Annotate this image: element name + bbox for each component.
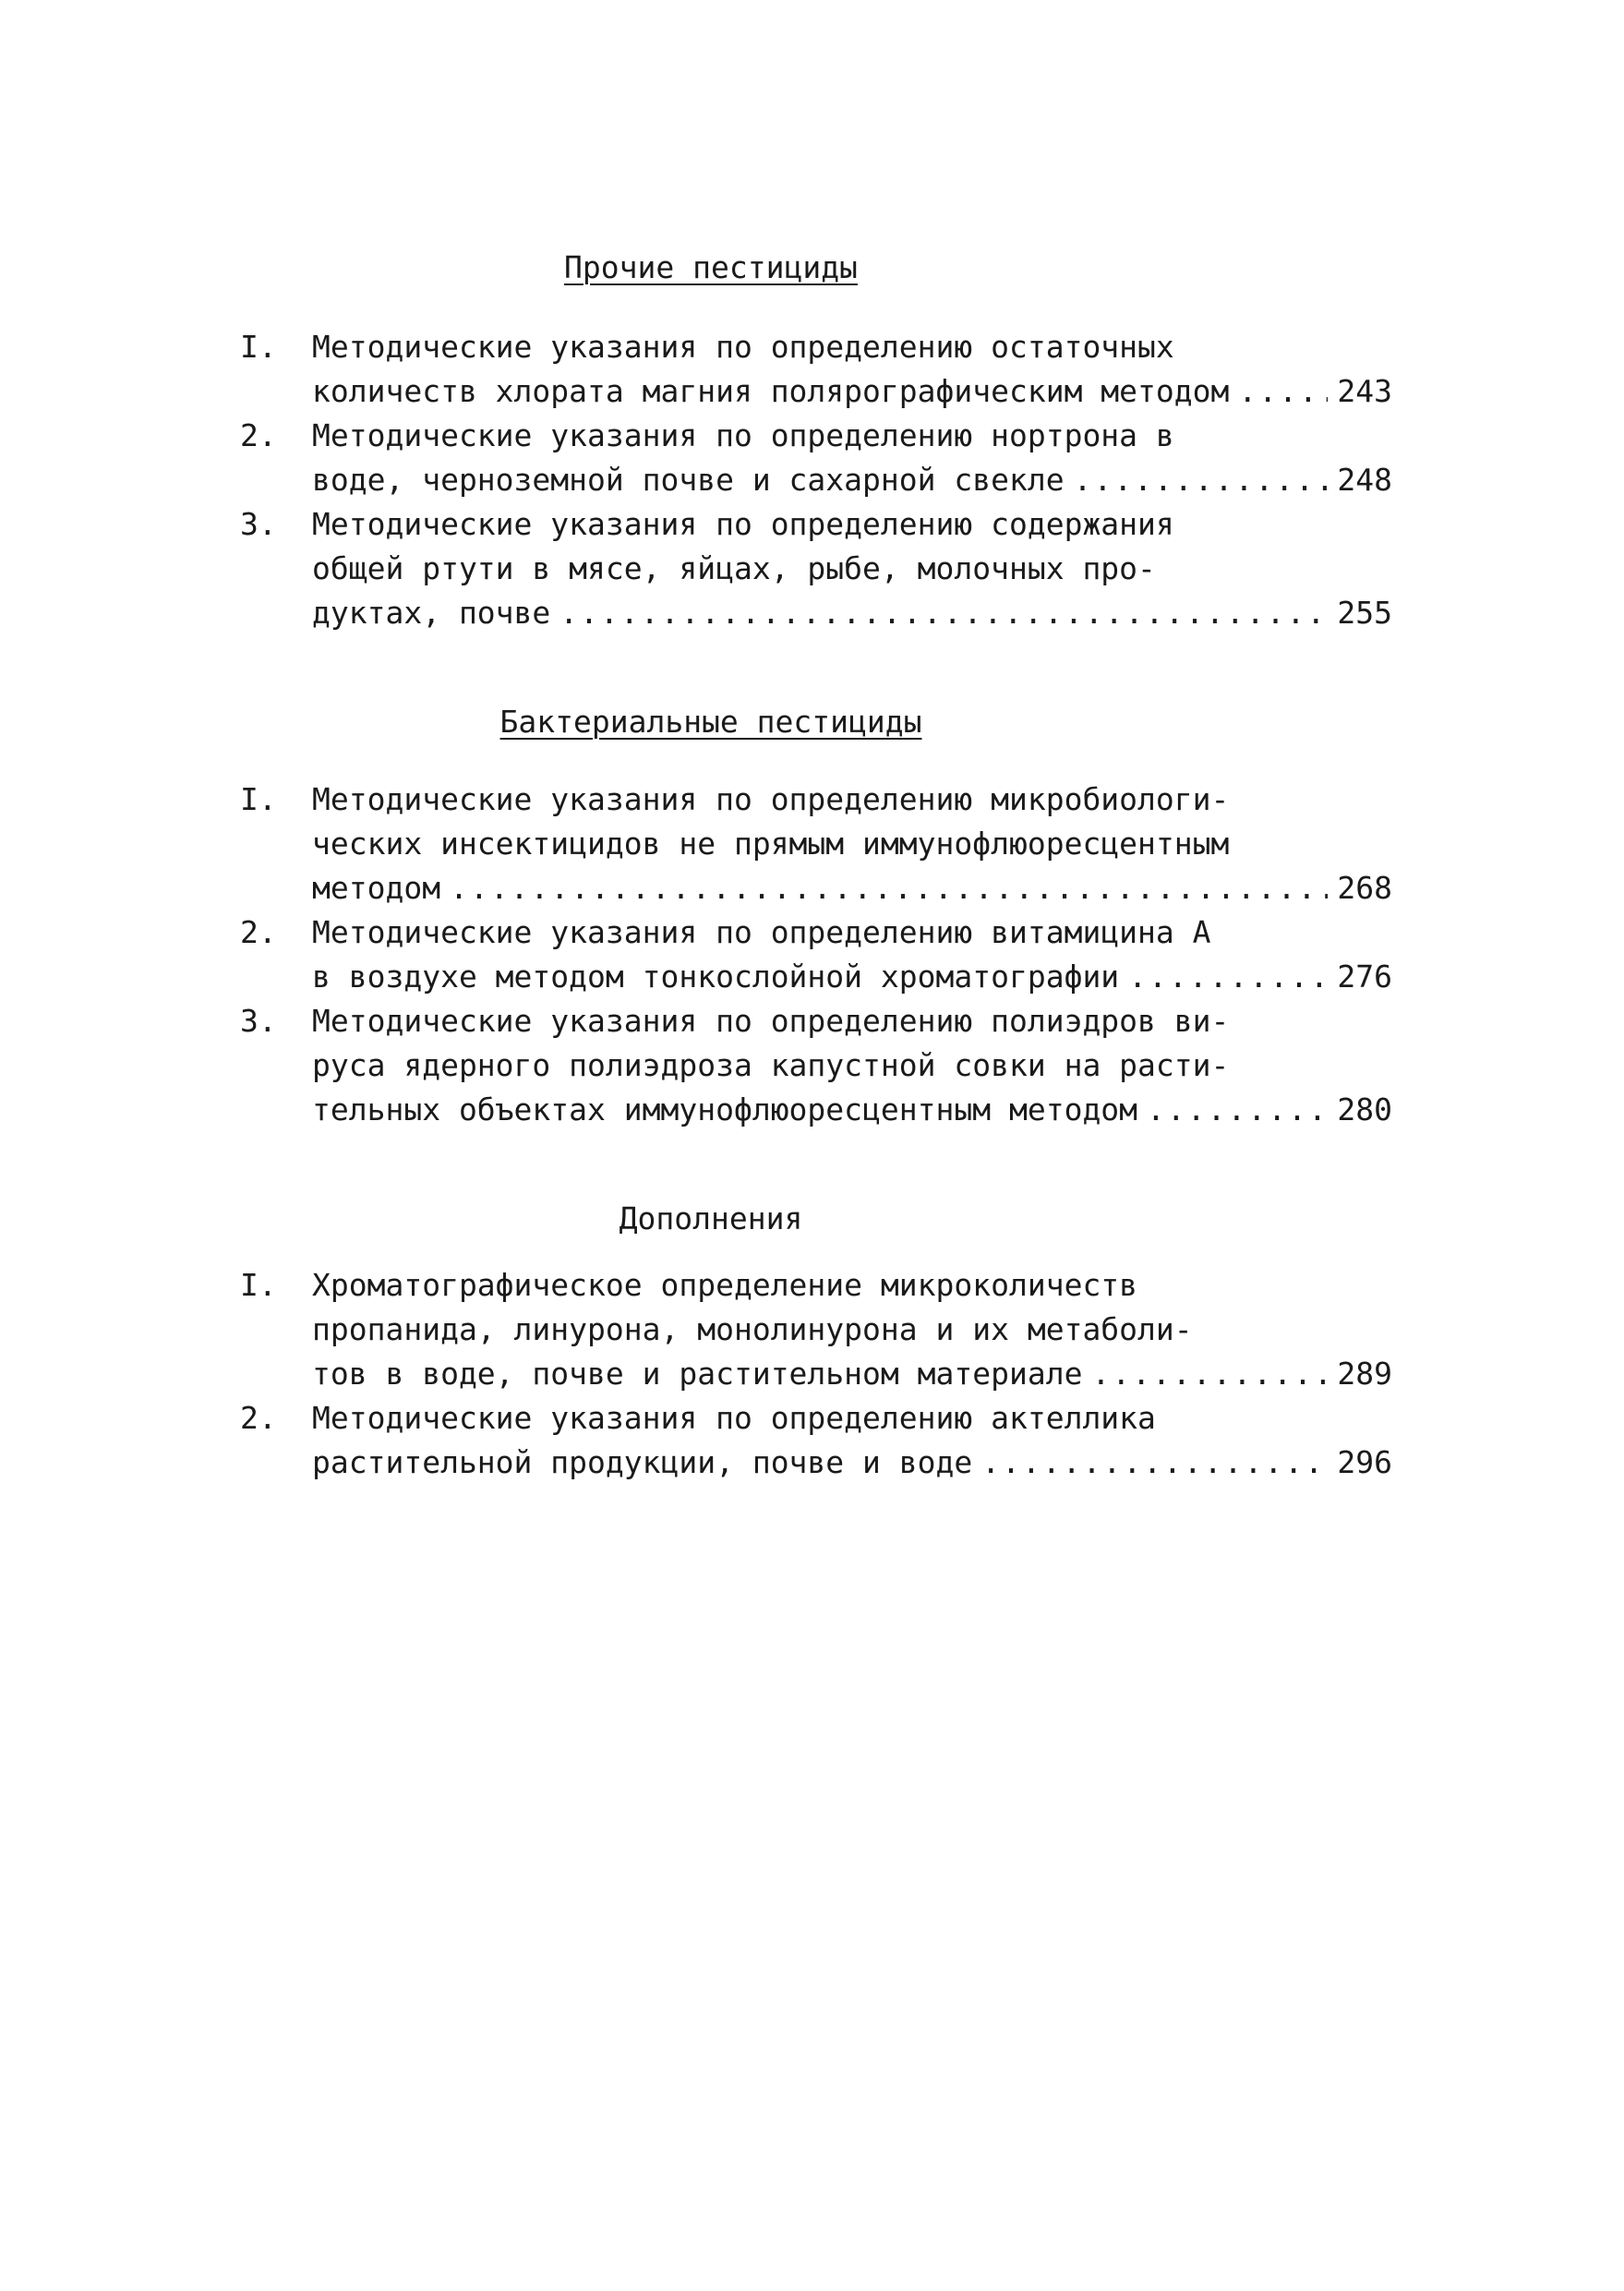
entry-last-line	[312, 591, 1392, 635]
section-heading: Бактериальные пестициды	[499, 704, 922, 740]
entry-last-line	[312, 458, 1392, 502]
page-number: 276	[1337, 959, 1392, 995]
entry-line: количеств хлората магния полярографическим методом	[312, 373, 1230, 409]
entry-line: воде, черноземной почве и сахарной свекле	[312, 462, 1065, 498]
page-number: 268	[1337, 870, 1392, 906]
leader-dots	[981, 1441, 1328, 1485]
entry-line: пропанида, линурона, монолинурона и их метаболи-	[312, 1311, 1193, 1347]
entry-line: общей ртути в мясе, яйцах, рыбе, молочных про-	[312, 550, 1156, 586]
entry-last-line	[312, 1441, 1392, 1485]
entry-last-line	[312, 1352, 1392, 1396]
entry-line: ческих инсектицидов не прямым иммунофлюоресцентным	[312, 826, 1230, 862]
entry-number: 3.	[240, 1003, 277, 1039]
page-number: 243	[1337, 373, 1392, 409]
entry-number: 2.	[240, 417, 277, 453]
entry-number: 2.	[240, 914, 277, 950]
page-number: 248	[1337, 462, 1392, 498]
entry-number: I.	[240, 781, 277, 817]
leader-dots	[559, 591, 1328, 635]
entry-line: Методические указания по определению актеллика	[312, 1400, 1156, 1436]
section-heading: Дополнения	[619, 1200, 803, 1236]
entry-line: тов в воде, почве и растительном материале	[312, 1356, 1083, 1392]
entry-line: методом	[312, 870, 441, 906]
leader-dots	[1074, 458, 1329, 502]
entry-number: 3.	[240, 506, 277, 542]
page-number: 280	[1337, 1091, 1392, 1127]
entry-number: I.	[240, 1267, 277, 1303]
entry-line: Методические указания по определению микробиологи-	[312, 781, 1230, 817]
entry-line: Хроматографическое определение микроколичеств	[312, 1267, 1138, 1303]
leader-dots	[450, 866, 1328, 910]
entry-last-line	[312, 1088, 1392, 1132]
leader-dots	[1238, 369, 1328, 414]
page-number: 255	[1337, 595, 1392, 631]
leader-dots	[1091, 1352, 1328, 1396]
entry-line: растительной продукции, почве и воде	[312, 1444, 973, 1480]
page-number: 296	[1337, 1444, 1392, 1480]
entry-line: Методические указания по определению остаточных	[312, 329, 1174, 365]
leader-dots	[1128, 955, 1328, 999]
entry-line: Методические указания по определению полиэдров ви-	[312, 1003, 1230, 1039]
entry-line: Методические указания по определению витамицина А	[312, 914, 1211, 950]
entry-line: тельных объектах иммунофлюоресцентным методом	[312, 1091, 1138, 1127]
entry-line: в воздухе методом тонкослойной хроматографии	[312, 959, 1120, 995]
entry-line: руса ядерного полиэдроза капустной совки на расти-	[312, 1047, 1230, 1083]
entry-number: 2.	[240, 1400, 277, 1436]
entry-line: дуктах, почве	[312, 595, 551, 631]
entry-line: Методические указания по определению нортрона в	[312, 417, 1174, 453]
entry-last-line	[312, 955, 1392, 999]
entry-number: I.	[240, 329, 277, 365]
page-number: 289	[1337, 1356, 1392, 1392]
section-heading: Прочие пестициды	[564, 249, 858, 285]
entry-last-line	[312, 369, 1392, 414]
entry-line: Методические указания по определению содержания	[312, 506, 1174, 542]
entry-last-line	[312, 866, 1392, 910]
leader-dots	[1147, 1088, 1328, 1132]
